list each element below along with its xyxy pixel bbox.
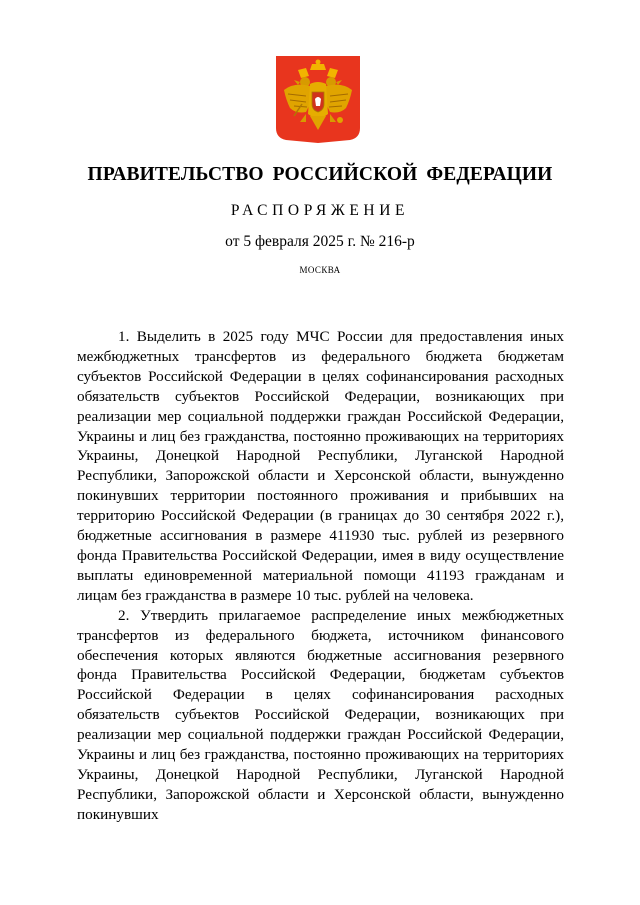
document-body [77, 327, 564, 825]
coat-of-arms-emblem [276, 56, 360, 143]
paragraph-1: 1. Выделить в 2025 году МЧС России для предоставления иных межбюджетных трансфертов из федерального бюджета бюджетам субъектов Российской Федерации в целях софинансирования расходных обязательств субъектов Российской Федерации, возникающих при реализации мер социальной поддержки граждан Российской Федерации, Украины и лиц без гражданства, постоянно проживающих на территориях Украины, Донецкой Народной Республики, Луганской Народной Республики, Запорожской области и Херсонской области, вынужденно покинувших территории постоянного проживания и прибывших на территорию Российской Федерации (в границах до 30 сентября 2022 г.), бюджетные ассигнования в размере 411930 тыс. рублей из резервного фонда Правительства Российской Федерации, имея в виду осуществление выплаты единовременной материальной помощи 41193 гражданам и лицам без гражданства в размере 10 тыс. рублей на человека. [77, 328, 564, 604]
document-type: РАСПОРЯЖЕНИЕ [230, 202, 410, 219]
government-title: ПРАВИТЕЛЬСТВО РОССИЙСКОЙ ФЕДЕРАЦИИ [87, 164, 553, 185]
document-date-number: от 5 февраля 2025 г. № 216-р [225, 233, 415, 250]
document-city: МОСКВА [299, 265, 341, 275]
paragraph-2: 2. Утвердить прилагаемое распределение иных межбюджетных трансфертов из федерального бюджета, источником финансового обеспечения которых являются бюджетные ассигнования резервного фонда Правительства Российской Федерации, бюджетам субъектов Российской Федерации в целях софинансирования расходных обязательств субъектов Российской Федерации, возникающих при реализации мер социальной поддержки граждан Российской Федерации, Украины и лиц без гражданства, постоянно проживающих на территориях Украины, Донецкой Народной Республики, Луганской Народной Республики, Запорожской области и Херсонской области, вынужденно покинувших [77, 606, 564, 823]
